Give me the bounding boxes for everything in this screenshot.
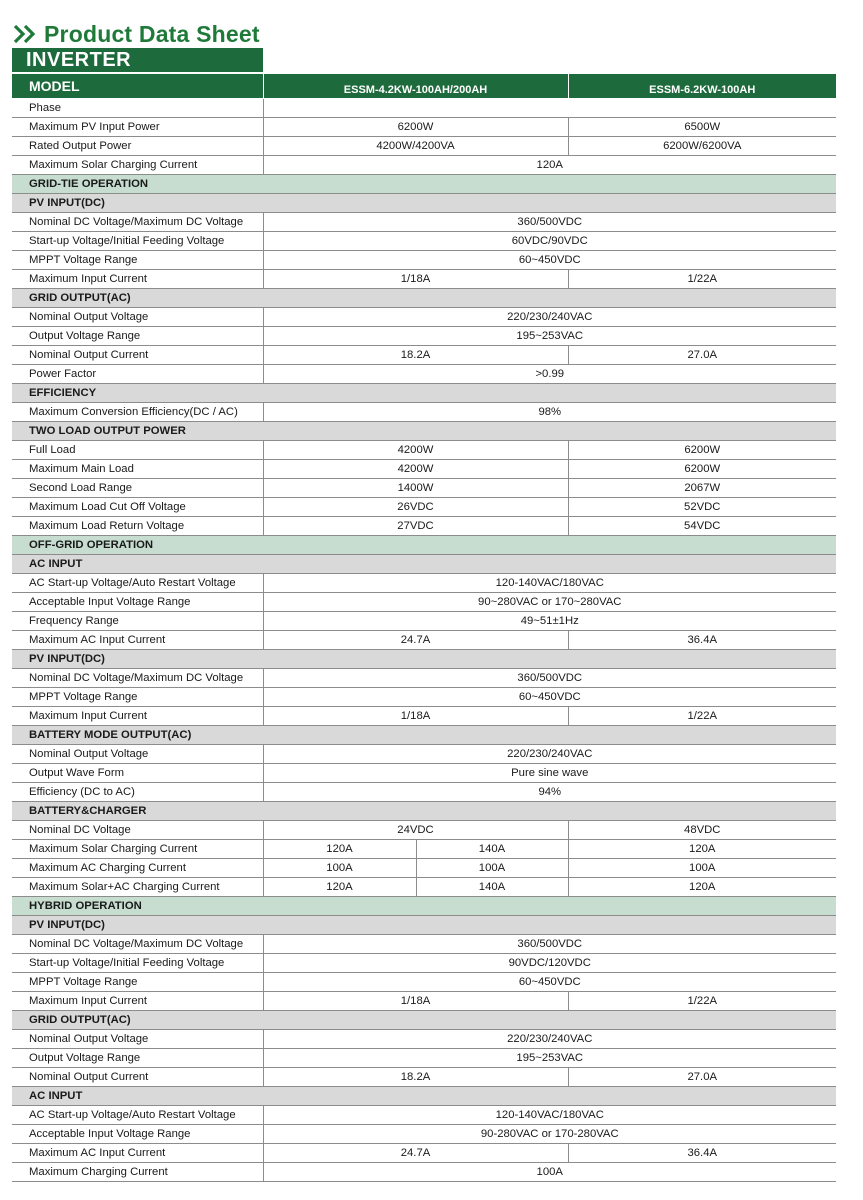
spec-label: Nominal Output Current bbox=[12, 1068, 263, 1087]
section-header-row bbox=[12, 802, 836, 821]
spec-value: 220/230/240VAC bbox=[263, 308, 836, 327]
section-title: GRID OUTPUT(AC) bbox=[12, 289, 263, 308]
spec-value: 6500W bbox=[568, 118, 836, 137]
table-row bbox=[12, 137, 836, 156]
spec-label: Nominal DC Voltage/Maximum DC Voltage bbox=[12, 935, 263, 954]
spec-value: 6200W/6200VA bbox=[568, 137, 836, 156]
spec-value: 60~450VDC bbox=[263, 973, 836, 992]
spec-value: 27.0A bbox=[568, 1068, 836, 1087]
spec-value: 100A bbox=[263, 859, 416, 878]
spec-value: 26VDC bbox=[263, 498, 568, 517]
section-band bbox=[263, 1011, 836, 1030]
spec-label: Efficiency (DC to AC) bbox=[12, 783, 263, 802]
table-row bbox=[12, 859, 836, 878]
spec-label: MPPT Voltage Range bbox=[12, 973, 263, 992]
spec-value: 24VDC bbox=[263, 821, 568, 840]
table-row bbox=[12, 118, 836, 137]
operation-title: HYBRID OPERATION bbox=[12, 897, 263, 916]
operation-title: OFF-GRID OPERATION bbox=[12, 536, 263, 555]
operation-band bbox=[263, 536, 836, 555]
table-row bbox=[12, 745, 836, 764]
spec-label: Frequency Range bbox=[12, 612, 263, 631]
spec-label: Maximum Input Current bbox=[12, 992, 263, 1011]
spec-value: 140A bbox=[416, 840, 568, 859]
spec-value bbox=[263, 99, 836, 118]
table-row bbox=[12, 669, 836, 688]
section-band bbox=[263, 555, 836, 574]
spec-label: Nominal DC Voltage/Maximum DC Voltage bbox=[12, 213, 263, 232]
section-header-row bbox=[12, 726, 836, 745]
spec-value: 1/18A bbox=[263, 270, 568, 289]
spec-value: 360/500VDC bbox=[263, 669, 836, 688]
spec-value: 36.4A bbox=[568, 1144, 836, 1163]
spec-value: 94% bbox=[263, 783, 836, 802]
table-row bbox=[12, 612, 836, 631]
spec-value: 27VDC bbox=[263, 517, 568, 536]
spec-value: 100A bbox=[263, 1163, 836, 1182]
table-row bbox=[12, 1106, 836, 1125]
section-title: AC INPUT bbox=[12, 555, 263, 574]
section-header-row bbox=[12, 384, 836, 403]
spec-value: 90-280VAC or 170-280VAC bbox=[263, 1125, 836, 1144]
spec-value: 60~450VDC bbox=[263, 251, 836, 270]
section-header-row bbox=[12, 650, 836, 669]
section-header-row bbox=[12, 194, 836, 213]
model-header-row bbox=[12, 74, 836, 99]
table-row bbox=[12, 479, 836, 498]
spec-value: 195~253VAC bbox=[263, 1049, 836, 1068]
spec-label: Nominal DC Voltage/Maximum DC Voltage bbox=[12, 669, 263, 688]
spec-label: Full Load bbox=[12, 441, 263, 460]
spec-label: Nominal Output Voltage bbox=[12, 308, 263, 327]
table-row bbox=[12, 517, 836, 536]
table-row bbox=[12, 593, 836, 612]
spec-value: 1/18A bbox=[263, 992, 568, 1011]
spec-label: Phase bbox=[12, 99, 263, 118]
table-row bbox=[12, 99, 836, 118]
section-title: GRID OUTPUT(AC) bbox=[12, 1011, 263, 1030]
spec-value: 100A bbox=[416, 859, 568, 878]
spec-value: 140A bbox=[416, 878, 568, 897]
category-banner: INVERTER bbox=[12, 48, 263, 72]
spec-label: Maximum Input Current bbox=[12, 270, 263, 289]
operation-header-row bbox=[12, 175, 836, 194]
table-row bbox=[12, 327, 836, 346]
spec-value: 52VDC bbox=[568, 498, 836, 517]
spec-label: Maximum AC Input Current bbox=[12, 1144, 263, 1163]
spec-value: 120A bbox=[568, 840, 836, 859]
section-band bbox=[263, 726, 836, 745]
spec-value: 24.7A bbox=[263, 1144, 568, 1163]
spec-value: 120A bbox=[263, 840, 416, 859]
spec-label: Maximum Solar Charging Current bbox=[12, 156, 263, 175]
spec-value: 4200W/4200VA bbox=[263, 137, 568, 156]
section-title: BATTERY MODE OUTPUT(AC) bbox=[12, 726, 263, 745]
model-name-1: ESSM-4.2KW-100AH/200AH bbox=[263, 74, 568, 99]
spec-label: MPPT Voltage Range bbox=[12, 251, 263, 270]
table-row bbox=[12, 270, 836, 289]
section-band bbox=[263, 802, 836, 821]
table-row bbox=[12, 498, 836, 517]
table-row bbox=[12, 954, 836, 973]
spec-value: 220/230/240VAC bbox=[263, 1030, 836, 1049]
table-row bbox=[12, 308, 836, 327]
spec-label: Nominal DC Voltage bbox=[12, 821, 263, 840]
table-row bbox=[12, 1068, 836, 1087]
spec-value: 1/18A bbox=[263, 707, 568, 726]
table-row bbox=[12, 1049, 836, 1068]
spec-value: 1/22A bbox=[568, 992, 836, 1011]
table-row bbox=[12, 783, 836, 802]
spec-value: 4200W bbox=[263, 441, 568, 460]
operation-band bbox=[263, 175, 836, 194]
spec-value: 36.4A bbox=[568, 631, 836, 650]
double-chevron-right-icon bbox=[12, 23, 40, 45]
spec-value: 24.7A bbox=[263, 631, 568, 650]
section-header-row bbox=[12, 422, 836, 441]
section-title: PV INPUT(DC) bbox=[12, 650, 263, 669]
spec-label: Acceptable Input Voltage Range bbox=[12, 593, 263, 612]
spec-value: Pure sine wave bbox=[263, 764, 836, 783]
spec-label: AC Start-up Voltage/Auto Restart Voltage bbox=[12, 574, 263, 593]
spec-label: Maximum Load Cut Off Voltage bbox=[12, 498, 263, 517]
spec-label: Maximum Solar Charging Current bbox=[12, 840, 263, 859]
table-row bbox=[12, 764, 836, 783]
spec-value: 1/22A bbox=[568, 270, 836, 289]
spec-label: Maximum Input Current bbox=[12, 707, 263, 726]
spec-value: 90VDC/120VDC bbox=[263, 954, 836, 973]
table-row bbox=[12, 1030, 836, 1049]
spec-label: Output Wave Form bbox=[12, 764, 263, 783]
spec-label: Maximum Load Return Voltage bbox=[12, 517, 263, 536]
spec-label: Maximum AC Charging Current bbox=[12, 859, 263, 878]
operation-band bbox=[263, 897, 836, 916]
spec-value: 18.2A bbox=[263, 346, 568, 365]
table-row bbox=[12, 1163, 836, 1182]
table-row bbox=[12, 973, 836, 992]
spec-value: 18.2A bbox=[263, 1068, 568, 1087]
section-band bbox=[263, 194, 836, 213]
table-row bbox=[12, 232, 836, 251]
table-row bbox=[12, 213, 836, 232]
section-header-row bbox=[12, 916, 836, 935]
spec-label: Maximum Solar+AC Charging Current bbox=[12, 878, 263, 897]
spec-value: 360/500VDC bbox=[263, 935, 836, 954]
spec-value: 90~280VAC or 170~280VAC bbox=[263, 593, 836, 612]
operation-header-row bbox=[12, 536, 836, 555]
spec-label: Maximum Conversion Efficiency(DC / AC) bbox=[12, 403, 263, 422]
spec-value: 6200W bbox=[568, 441, 836, 460]
section-title: PV INPUT(DC) bbox=[12, 194, 263, 213]
section-header-row bbox=[12, 1087, 836, 1106]
spec-value: 120A bbox=[263, 878, 416, 897]
title-row bbox=[12, 20, 260, 48]
table-row bbox=[12, 251, 836, 270]
section-title: BATTERY&CHARGER bbox=[12, 802, 263, 821]
section-band bbox=[263, 289, 836, 308]
spec-label: Start-up Voltage/Initial Feeding Voltage bbox=[12, 954, 263, 973]
section-title: PV INPUT(DC) bbox=[12, 916, 263, 935]
page-title: Product Data Sheet bbox=[44, 20, 260, 47]
spec-value: 120A bbox=[263, 156, 836, 175]
spec-label: Maximum Charging Current bbox=[12, 1163, 263, 1182]
table-row bbox=[12, 1144, 836, 1163]
table-row bbox=[12, 403, 836, 422]
spec-value: 195~253VAC bbox=[263, 327, 836, 346]
table-row bbox=[12, 346, 836, 365]
spec-label: Power Factor bbox=[12, 365, 263, 384]
section-title: EFFICIENCY bbox=[12, 384, 263, 403]
spec-label: Start-up Voltage/Initial Feeding Voltage bbox=[12, 232, 263, 251]
spec-label: Maximum AC Input Current bbox=[12, 631, 263, 650]
spec-value: 27.0A bbox=[568, 346, 836, 365]
table-row bbox=[12, 878, 836, 897]
section-band bbox=[263, 384, 836, 403]
spec-value: 6200W bbox=[263, 118, 568, 137]
section-header-row bbox=[12, 289, 836, 308]
spec-value: 120A bbox=[568, 878, 836, 897]
table-row bbox=[12, 365, 836, 384]
spec-label: Output Voltage Range bbox=[12, 1049, 263, 1068]
spec-value: 54VDC bbox=[568, 517, 836, 536]
table-row bbox=[12, 574, 836, 593]
table-row bbox=[12, 631, 836, 650]
spec-table bbox=[12, 74, 836, 1182]
table-row bbox=[12, 840, 836, 859]
section-band bbox=[263, 916, 836, 935]
spec-label: Nominal Output Voltage bbox=[12, 745, 263, 764]
table-row bbox=[12, 992, 836, 1011]
spec-label: Output Voltage Range bbox=[12, 327, 263, 346]
model-label: MODEL bbox=[12, 74, 263, 99]
model-name-2: ESSM-6.2KW-100AH bbox=[568, 74, 836, 99]
spec-value: 48VDC bbox=[568, 821, 836, 840]
section-header-row bbox=[12, 1011, 836, 1030]
spec-label: Rated Output Power bbox=[12, 137, 263, 156]
spec-value: 2067W bbox=[568, 479, 836, 498]
section-title: AC INPUT bbox=[12, 1087, 263, 1106]
spec-value: 120-140VAC/180VAC bbox=[263, 574, 836, 593]
spec-value: 98% bbox=[263, 403, 836, 422]
spec-label: AC Start-up Voltage/Auto Restart Voltage bbox=[12, 1106, 263, 1125]
spec-value: 1400W bbox=[263, 479, 568, 498]
spec-value: 220/230/240VAC bbox=[263, 745, 836, 764]
spec-value: 6200W bbox=[568, 460, 836, 479]
table-row bbox=[12, 688, 836, 707]
spec-label: Maximum PV Input Power bbox=[12, 118, 263, 137]
spec-label: Nominal Output Voltage bbox=[12, 1030, 263, 1049]
section-title: TWO LOAD OUTPUT POWER bbox=[12, 422, 263, 441]
section-band bbox=[263, 650, 836, 669]
spec-label: Second Load Range bbox=[12, 479, 263, 498]
operation-header-row bbox=[12, 897, 836, 916]
section-header-row bbox=[12, 555, 836, 574]
spec-value: 100A bbox=[568, 859, 836, 878]
spec-value: 60VDC/90VDC bbox=[263, 232, 836, 251]
spec-value: 360/500VDC bbox=[263, 213, 836, 232]
spec-value: >0.99 bbox=[263, 365, 836, 384]
spec-label: Maximum Main Load bbox=[12, 460, 263, 479]
table-row bbox=[12, 460, 836, 479]
section-band bbox=[263, 422, 836, 441]
spec-value: 60~450VDC bbox=[263, 688, 836, 707]
operation-title: GRID-TIE OPERATION bbox=[12, 175, 263, 194]
table-row bbox=[12, 707, 836, 726]
table-row bbox=[12, 156, 836, 175]
table-row bbox=[12, 441, 836, 460]
spec-label: MPPT Voltage Range bbox=[12, 688, 263, 707]
spec-value: 1/22A bbox=[568, 707, 836, 726]
spec-label: Nominal Output Current bbox=[12, 346, 263, 365]
spec-value: 49~51±1Hz bbox=[263, 612, 836, 631]
table-row bbox=[12, 1125, 836, 1144]
section-band bbox=[263, 1087, 836, 1106]
spec-value: 120-140VAC/180VAC bbox=[263, 1106, 836, 1125]
table-row bbox=[12, 935, 836, 954]
table-row bbox=[12, 821, 836, 840]
spec-label: Acceptable Input Voltage Range bbox=[12, 1125, 263, 1144]
spec-value: 4200W bbox=[263, 460, 568, 479]
